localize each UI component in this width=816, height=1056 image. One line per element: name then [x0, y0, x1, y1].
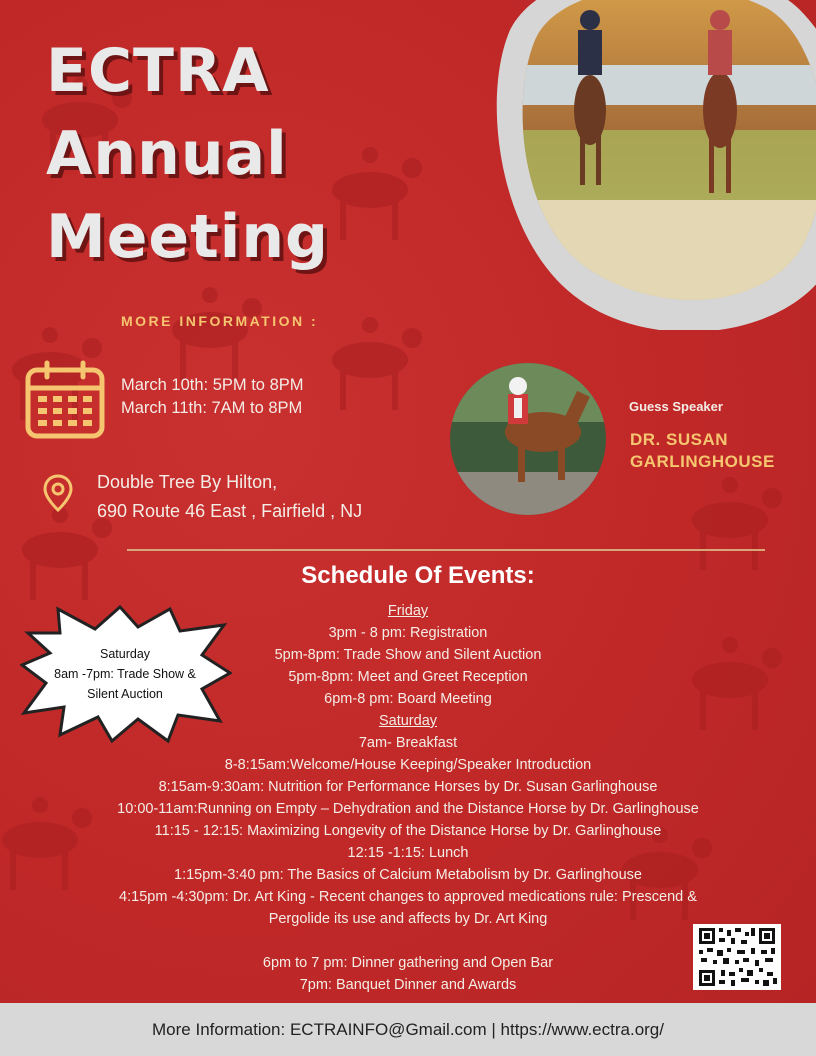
schedule-item: 7am- Breakfast	[358, 735, 458, 751]
schedule-item: 11:15 - 12:15: Maximizing Longevity of the Distance Horse by Dr. Garlinghouse	[154, 823, 662, 839]
schedule-item: 10:00-11am:Running on Empty – Dehydration and the Distance Horse by Dr. Garlinghouse	[117, 801, 699, 817]
calendar-icon	[25, 360, 105, 440]
schedule-item: Pergolide its use and affects by Dr. Art King	[268, 911, 548, 927]
schedule-item: 8-8:15am:Welcome/House Keeping/Speaker Introduction	[224, 757, 592, 773]
guest-speaker-label: Guess Speaker	[629, 399, 723, 414]
starburst-line-3: Silent Auction	[87, 687, 163, 701]
schedule-item: 12:15 -1:15: Lunch	[347, 845, 469, 861]
schedule-item: 5pm-8pm: Meet and Greet Reception	[288, 669, 528, 685]
guest-name-line-2: GARLINGHOUSE	[630, 452, 775, 471]
schedule-item: 1:15pm-3:40 pm: The Basics of Calcium Metabolism by Dr. Garlinghouse	[174, 867, 642, 883]
location-pin-icon	[43, 474, 73, 512]
guest-speaker-name	[630, 429, 775, 473]
date-day-2: March 11th: 7AM to 8PM	[121, 399, 303, 417]
venue-street: 690 Route 46 East , Fairfield , NJ	[97, 501, 363, 521]
schedule-item: 6pm to 7 pm: Dinner gathering and Open Bar	[262, 955, 554, 971]
schedule-item: 7pm: Banquet Dinner and Awards	[299, 977, 517, 993]
riders-photo	[440, 0, 816, 330]
schedule-title: Schedule Of Events:	[301, 562, 535, 589]
guest-speaker-photo	[448, 362, 608, 517]
guest-name-line-1: DR. SUSAN	[630, 430, 729, 449]
title-line-1: ECTRA	[46, 36, 270, 106]
footer-contact: More Information: ECTRAINFO@Gmail.com | https://www.ectra.org/	[0, 1003, 816, 1056]
event-title	[46, 30, 329, 279]
date-day-1: March 10th: 5PM to 8PM	[121, 376, 304, 394]
schedule-item: 3pm - 8 pm: Registration	[328, 625, 488, 641]
schedule-item: 8:15am-9:30am: Nutrition for Performance Horses by Dr. Susan Garlinghouse	[158, 779, 658, 795]
title-line-2: Annual	[46, 119, 288, 189]
starburst-line-2: 8am -7pm: Trade Show &	[54, 667, 196, 681]
schedule-day-heading: Friday	[387, 603, 429, 619]
starburst-text	[30, 644, 220, 704]
qr-code[interactable]	[693, 924, 781, 990]
more-information-label: MORE INFORMATION :	[121, 313, 319, 329]
section-divider	[127, 549, 765, 551]
schedule-item: 4:15pm -4:30pm: Dr. Art King - Recent changes to approved medications rule: Prescend &	[119, 889, 697, 905]
starburst-line-1: Saturday	[99, 647, 151, 661]
venue-address	[97, 468, 362, 526]
schedule-item: 5pm-8pm: Trade Show and Silent Auction	[274, 647, 542, 663]
schedule-day-heading: Saturday	[378, 713, 438, 729]
venue-name: Double Tree By Hilton,	[97, 472, 278, 492]
title-line-3: Meeting	[46, 202, 330, 272]
schedule-item: 6pm-8 pm: Board Meeting	[324, 691, 492, 707]
event-dates	[121, 374, 304, 420]
